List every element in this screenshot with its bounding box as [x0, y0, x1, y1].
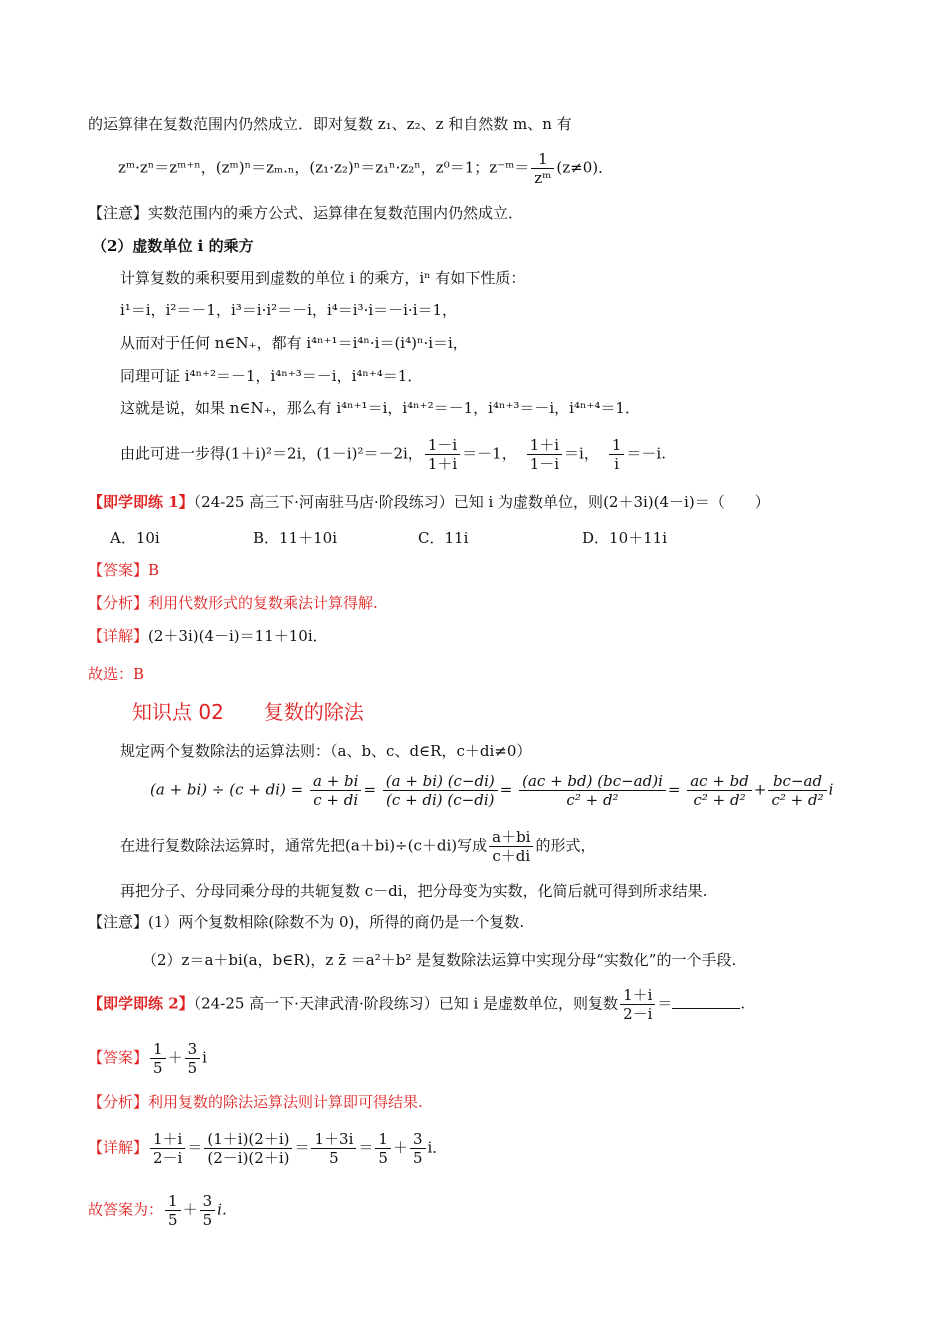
fraction-denominator: (c + di) (c−di) [386, 791, 495, 809]
paragraph-fractions [120, 436, 666, 473]
fraction [425, 436, 460, 473]
paragraph: 同理可证 i⁴ⁿ⁺²＝－1，i⁴ⁿ⁺³＝－i，i⁴ⁿ⁺⁴＝1． [120, 367, 423, 385]
detail-tag: 【详解】 [88, 1138, 149, 1157]
division-formula: (a + bi) ÷ (c + di) = $\frac{a + bi}{c + di}$ = $\frac{(a + bi) (c-di)}{(c + di) (c-di)}$ = $\frac{(ac + bd) (bc-ad)i}{\text{c² + d²}}$ = $\frac{ac + bd}{\text{c² + d²}}$ + $\frac{bc-ad}{\text{c² + d²}}$ i [150, 772, 834, 809]
fraction [519, 772, 666, 809]
fraction-denominator: c² + d² [566, 791, 619, 809]
fraction-numerator: 1＋i [150, 1130, 185, 1149]
option-c: C．11i [418, 529, 469, 547]
fraction [383, 772, 498, 809]
paragraph: 再把分子、分母同乘分母的共轭复数 c－di，把分母变为实数，化简后就可得到所求结果. [120, 882, 708, 900]
period: . [740, 994, 746, 1013]
fraction [489, 828, 533, 865]
answer-tag: 【答案】 [88, 1048, 149, 1067]
choose: 故选：B [88, 665, 145, 683]
final-tag: 故答案为： [88, 1200, 164, 1219]
fraction [150, 1130, 185, 1167]
fraction [310, 772, 361, 809]
detail-tag: 【详解】 [88, 627, 149, 645]
paragraph: i¹＝i，i²＝－1，i³＝i·i²＝－i，i⁴＝i³·i＝－i·i＝1， [120, 301, 458, 319]
answer: 【答案】B [88, 561, 160, 579]
fraction-numerator: 1 [165, 1192, 181, 1211]
fraction-numerator: 1－i [425, 436, 460, 455]
fraction-numerator: 1＋i [527, 436, 562, 455]
division-method [120, 828, 595, 865]
fraction [204, 1130, 292, 1167]
fraction-numerator: a + bi [310, 772, 361, 791]
fraction-numerator: 1 [531, 150, 554, 169]
detail-expression: (2＋3i)(4－i)＝11＋10i． [148, 627, 328, 645]
fraction-numerator: 1＋3i [311, 1130, 356, 1149]
note-division-1: 【注意】(1）两个复数相除(除数不为 0)，所得的商仍是一个复数. [88, 913, 525, 931]
final-tail: i． [217, 1200, 237, 1219]
final-answer: 故答案为： $\frac{1}{5}$ ＋ $\frac{3}{5}$ i． [88, 1192, 237, 1229]
fraction-numerator: 1 [150, 1040, 166, 1059]
fraction [311, 1130, 356, 1167]
fraction [375, 1130, 391, 1167]
fraction-numerator: a＋bi [489, 828, 533, 847]
detail-tail: i． [427, 1138, 448, 1157]
fraction-numerator: 3 [185, 1040, 201, 1059]
fraction-denominator: 5 [378, 1149, 388, 1167]
practice-tag: 【即学即练 1】 [88, 493, 194, 511]
paragraph-text: 由此可进一步得(1＋i)²＝2i，(1－i)²＝－2i， [120, 444, 423, 463]
fraction [620, 986, 655, 1023]
question-text: （24-25 高三下·河南驻马店·阶段练习）已知 i 为虚数单位，则 [193, 493, 604, 511]
paragraph: 从而对于任何 n∈N₊，都有 i⁴ⁿ⁺¹＝i⁴ⁿ·i＝(i⁴)ⁿ·i＝i， [120, 334, 468, 352]
power-rules-cond: (z≠0)． [556, 158, 614, 177]
fraction [687, 772, 752, 809]
fraction-numerator: (1＋i)(2＋i) [204, 1130, 292, 1149]
fraction-denominator: 2－i [153, 1149, 183, 1167]
fraction [609, 436, 625, 473]
fraction-numerator: 3 [410, 1130, 426, 1149]
fraction-denominator: 5 [153, 1059, 163, 1077]
fraction-denominator: 5 [329, 1149, 339, 1167]
answer-2 [88, 1040, 207, 1077]
fraction-denominator: 5 [168, 1211, 178, 1229]
result: ＝－1， [462, 444, 517, 463]
imaginary-unit: i [202, 1048, 207, 1067]
fraction-denominator: c² + d² [693, 791, 746, 809]
fraction-numerator: ac + bd [687, 772, 752, 791]
fraction-denominator: i [614, 455, 620, 473]
paragraph-text: 在进行复数除法运算时，通常先把(a＋bi)÷(c＋di)写成 [120, 836, 488, 855]
question-text: （24-25 高一下·天津武清·阶段练习）已知 i 是虚数单位，则复数 [193, 994, 619, 1013]
fraction [200, 1192, 216, 1229]
fraction [165, 1192, 181, 1229]
question-expression: (2＋3i)(4－i)＝（ ） [603, 493, 770, 511]
fraction-denominator: zᵐ [534, 169, 552, 187]
fraction-denominator: 5 [187, 1059, 198, 1077]
option-a: A．10i [110, 529, 160, 547]
fraction-denominator: 5 [202, 1211, 213, 1229]
detail [88, 626, 328, 646]
analysis-2: 【分析】利用复数的除法运算法则计算即可得结果. [88, 1093, 423, 1111]
practice-1-question [88, 492, 770, 512]
equals: ＝ [657, 994, 673, 1013]
answer-blank [672, 994, 740, 1009]
fraction-denominator: c＋di [492, 847, 531, 865]
analysis: 【分析】利用代数形式的复数乘法计算得解. [88, 594, 378, 612]
option-d: D．10＋11i [582, 529, 667, 547]
fraction-numerator: (ac + bd) (bc−ad)i [519, 772, 666, 791]
fraction [531, 150, 554, 187]
note-division-2: （2）z＝a＋bi(a，b∈R)，z z̄ ＝a²＋b² 是复数除法运算中实现分母“实数化”的一个手段. [142, 951, 737, 969]
intro-line-1: 的运算律在复数范围内仍然成立．即对复数 z₁、z₂、z 和自然数 m、n 有 [88, 115, 572, 133]
option-b: B．11＋10i [253, 529, 337, 547]
fraction-numerator: (a + bi) (c−di) [383, 772, 498, 791]
fraction [150, 1040, 166, 1077]
paragraph: 计算复数的乘积要用到虚数的单位 i 的乘方，iⁿ 有如下性质： [120, 269, 526, 287]
fraction-denominator: c² + d² [771, 791, 824, 809]
fraction-numerator: 1 [375, 1130, 391, 1149]
fraction-denominator: 1＋i [427, 455, 458, 473]
fraction-numerator: 3 [200, 1192, 216, 1211]
plus: ＋ [167, 1048, 183, 1067]
fraction [768, 772, 826, 809]
fraction-numerator: 1＋i [620, 986, 655, 1005]
knowledge-title: 知识点 02 复数的除法 [132, 700, 364, 724]
detail-2: 【详解】 $\frac{1+i}{2-i}$ ＝ $\frac{(1+i)(2+i)}{(2-i)(2+i)}$ ＝ $\frac{1+3i}{5}$ ＝ $\frac{1}{5}$ ＋ $\frac{3}{5}$ i． [88, 1130, 448, 1167]
practice-2-question [88, 986, 745, 1023]
paragraph: 这就是说，如果 n∈N₊，那么有 i⁴ⁿ⁺¹＝i，i⁴ⁿ⁺²＝－1，i⁴ⁿ⁺³＝－i，i⁴ⁿ⁺⁴＝1． [120, 399, 640, 417]
power-rules-text: zᵐ·zⁿ＝zᵐ⁺ⁿ，(zᵐ)ⁿ＝zₘ.ₙ，(z₁·z₂)ⁿ＝z₁ⁿ·z₂ⁿ，z⁰＝1；z⁻ᵐ＝ [118, 158, 530, 177]
section-heading: （2）虚数单位 i 的乘方 [92, 237, 254, 255]
formula-lhs: (a + bi) ÷ (c + di) = [150, 780, 304, 799]
result: ＝－i. [626, 444, 666, 463]
fraction [527, 436, 562, 473]
paragraph-text: 的形式， [535, 836, 596, 855]
fraction-denominator: (2－i)(2＋i) [207, 1149, 290, 1167]
fraction-denominator: 5 [412, 1149, 423, 1167]
division-rule: 规定两个复数除法的运算法则：（a、b、c、d∈R，c＋di≠0） [120, 742, 532, 760]
fraction-numerator: bc−ad [768, 772, 826, 791]
fraction [185, 1040, 201, 1077]
result: ＝i， [564, 444, 599, 463]
fraction [410, 1130, 426, 1167]
note-power: 【注意】实数范围内的乘方公式、运算律在复数范围内仍然成立． [88, 204, 524, 222]
practice-tag: 【即学即练 2】 [88, 994, 194, 1013]
formula-tail: i [828, 780, 834, 799]
fraction-denominator: c + di [313, 791, 359, 809]
fraction-denominator: 2－i [623, 1005, 653, 1023]
fraction-denominator: 1－i [529, 455, 560, 473]
fraction-numerator: 1 [609, 436, 625, 455]
intro-power-rules [118, 150, 613, 187]
